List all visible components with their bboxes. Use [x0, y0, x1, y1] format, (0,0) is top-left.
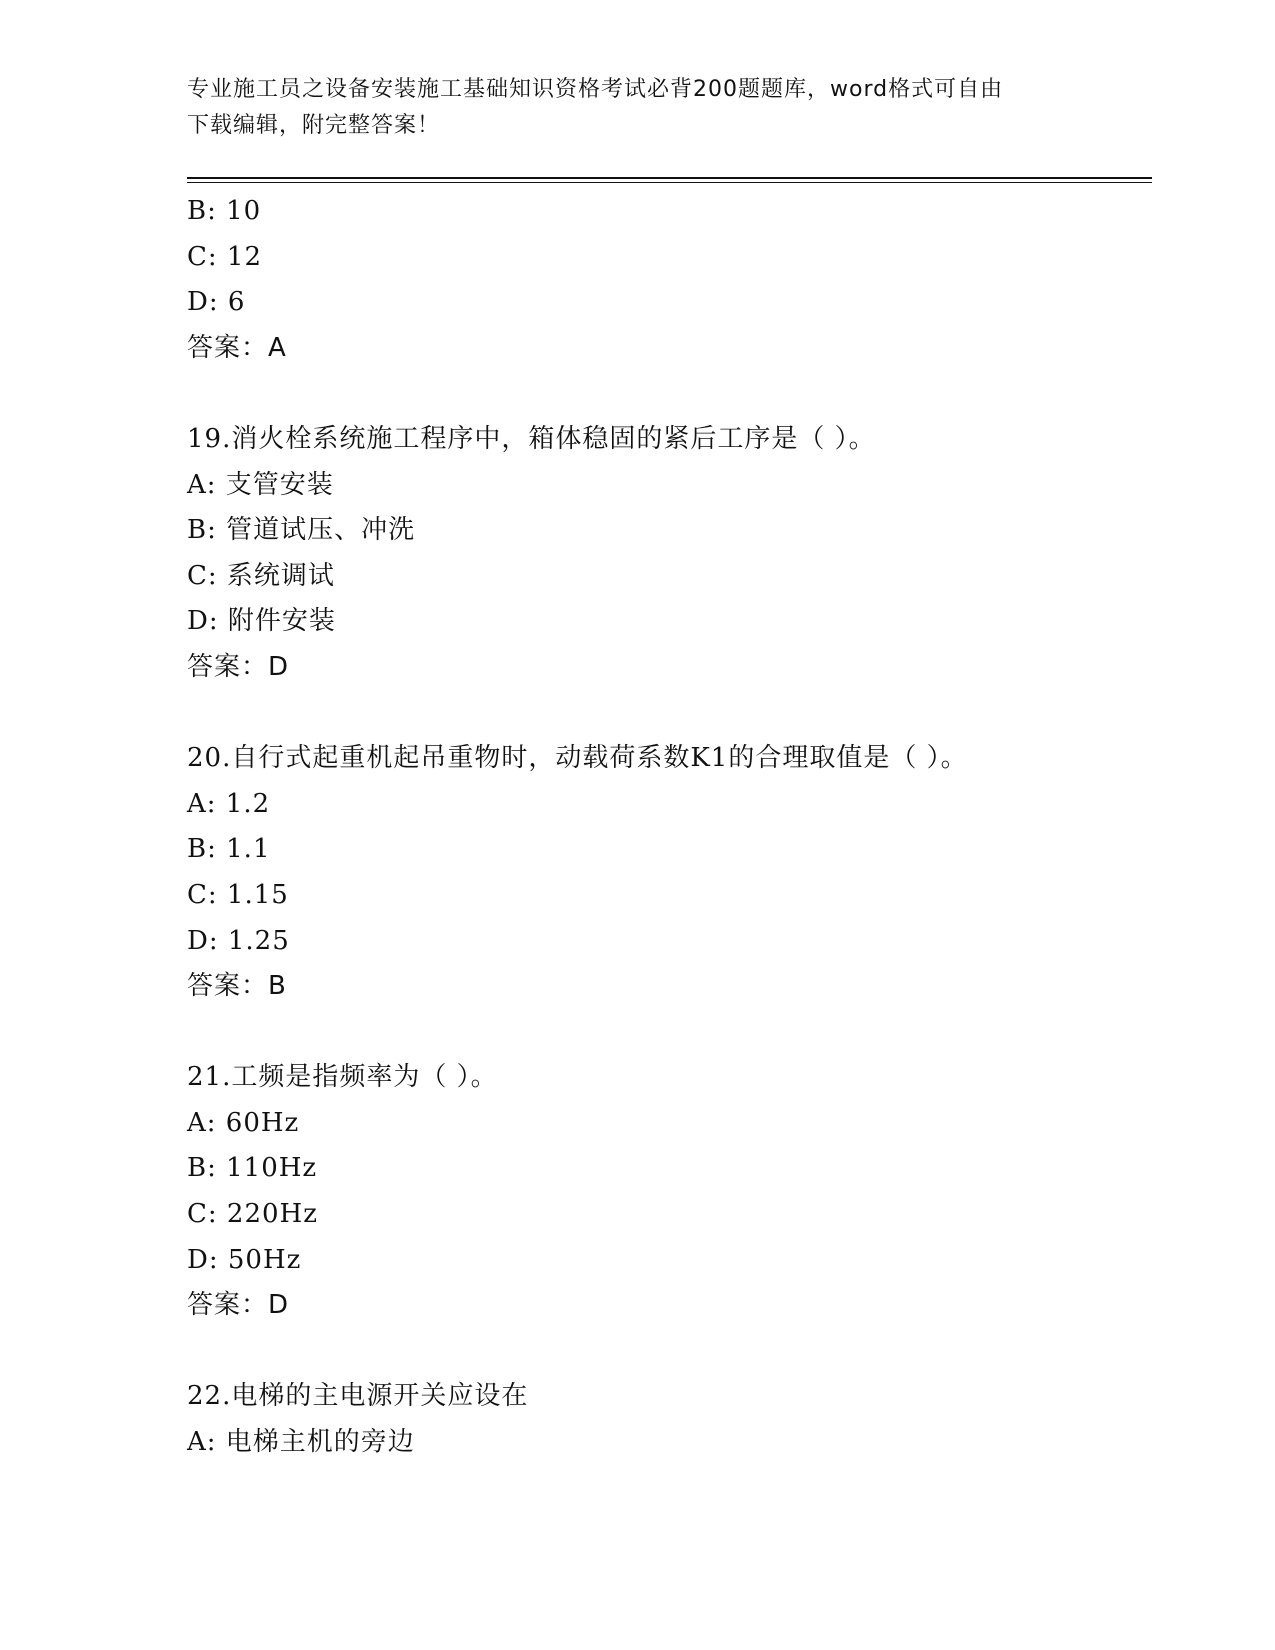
question-text: 20.自行式起重机起吊重物时，动载荷系数K1的合理取值是（ ）。: [187, 743, 968, 774]
option-a: A: 1.2: [187, 788, 271, 819]
option-b: B: 1.1: [187, 834, 271, 865]
option-d: D: 6: [187, 287, 246, 318]
header-rule-thin: [187, 182, 1152, 183]
option-d: D: 附件安装: [187, 606, 336, 637]
header-title-line-1: 专业施工员之设备安装施工基础知识资格考试必背200题题库，word格式可自由: [187, 77, 1004, 102]
question-block-21: [187, 1055, 1152, 1329]
answer-line: 答案：D: [187, 651, 290, 682]
question-text: 19.消火栓系统施工程序中，箱体稳固的紧后工序是（ ）。: [187, 423, 876, 454]
header-title-line-2: 下载编辑，附完整答案！: [187, 113, 441, 138]
question-text: 21.工频是指频率为（ ）。: [187, 1062, 498, 1093]
option-d: D: 50Hz: [187, 1244, 302, 1275]
option-b: B: 10: [187, 196, 262, 226]
option-a: A: 60Hz: [187, 1107, 300, 1138]
spacer: [187, 691, 1152, 737]
spacer: [187, 1329, 1152, 1375]
question-list: [187, 189, 1152, 1466]
answer-line: 答案：D: [187, 1290, 290, 1321]
option-b: B: 管道试压、冲洗: [187, 515, 416, 546]
option-b: B: 110Hz: [187, 1153, 318, 1184]
answer-line: 答案：A: [187, 332, 287, 363]
question-block-22: [187, 1374, 1152, 1465]
option-c: C: 1.15: [187, 879, 289, 910]
question-block-20: [187, 736, 1152, 1010]
document-header: [187, 72, 1067, 144]
option-c: C: 220Hz: [187, 1199, 318, 1230]
spacer: [187, 1010, 1152, 1056]
option-a: A: 支管安装: [187, 469, 334, 500]
answer-line: 答案：B: [187, 971, 287, 1002]
question-block-18: [187, 189, 1152, 371]
option-c: C: 系统调试: [187, 560, 335, 591]
option-d: D: 1.25: [187, 925, 290, 956]
question-text: 22.电梯的主电源开关应设在: [187, 1381, 529, 1412]
spacer: [187, 371, 1152, 417]
question-block-19: [187, 417, 1152, 691]
option-c: C: 12: [187, 241, 263, 272]
option-a: A: 电梯主机的旁边: [187, 1427, 415, 1458]
header-rule-thick: [187, 177, 1152, 179]
